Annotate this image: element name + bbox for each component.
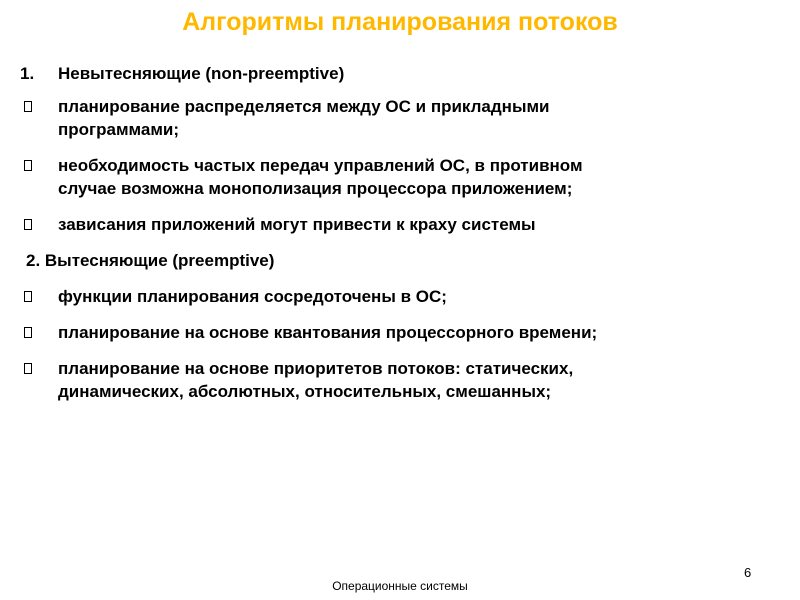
square-bullet-icon bbox=[24, 363, 32, 374]
section-heading-preemptive: 2. Вытесняющие (preemptive) bbox=[26, 251, 275, 270]
bullet-item bbox=[20, 321, 780, 344]
slide-footer: Операционные системы bbox=[332, 579, 468, 593]
bullet-text-line: необходимость частых передач управлений ОС, в противном bbox=[58, 156, 583, 175]
bullet-text-line: зависания приложений могут привести к краху системы bbox=[58, 215, 536, 234]
square-bullet-icon bbox=[24, 291, 32, 302]
square-bullet-icon bbox=[24, 327, 32, 338]
square-bullet-icon bbox=[24, 101, 32, 112]
slide-content bbox=[20, 62, 780, 403]
bullet-item bbox=[20, 95, 780, 141]
bullet-item bbox=[20, 357, 780, 403]
bullet-text-line: случае возможна монополизация процессора приложением; bbox=[58, 179, 573, 198]
bullet-item bbox=[20, 213, 780, 236]
bullet-item bbox=[20, 285, 780, 308]
section-heading-non-preemptive bbox=[20, 62, 780, 85]
bullet-text-line: планирование на основе квантования процессорного времени; bbox=[58, 323, 598, 342]
slide-title: Алгоритмы планирования потоков bbox=[182, 8, 618, 36]
bullet-text-line: планирование на основе приоритетов потоков: статических, bbox=[58, 359, 574, 378]
section-heading-text: Невытесняющие (non-preemptive) bbox=[58, 64, 345, 83]
square-bullet-icon bbox=[24, 219, 32, 230]
bullet-text-line: программами; bbox=[58, 120, 180, 139]
section-number: 1. bbox=[20, 64, 35, 83]
square-bullet-icon bbox=[24, 160, 32, 171]
bullet-item bbox=[20, 154, 780, 200]
bullet-text-line: планирование распределяется между ОС и прикладными bbox=[58, 97, 550, 116]
bullet-text-line: функции планирования сосредоточены в ОС; bbox=[58, 287, 447, 306]
page-number: 6 bbox=[744, 565, 752, 580]
bullet-text-line: динамических, абсолютных, относительных, смешанных; bbox=[58, 382, 552, 401]
